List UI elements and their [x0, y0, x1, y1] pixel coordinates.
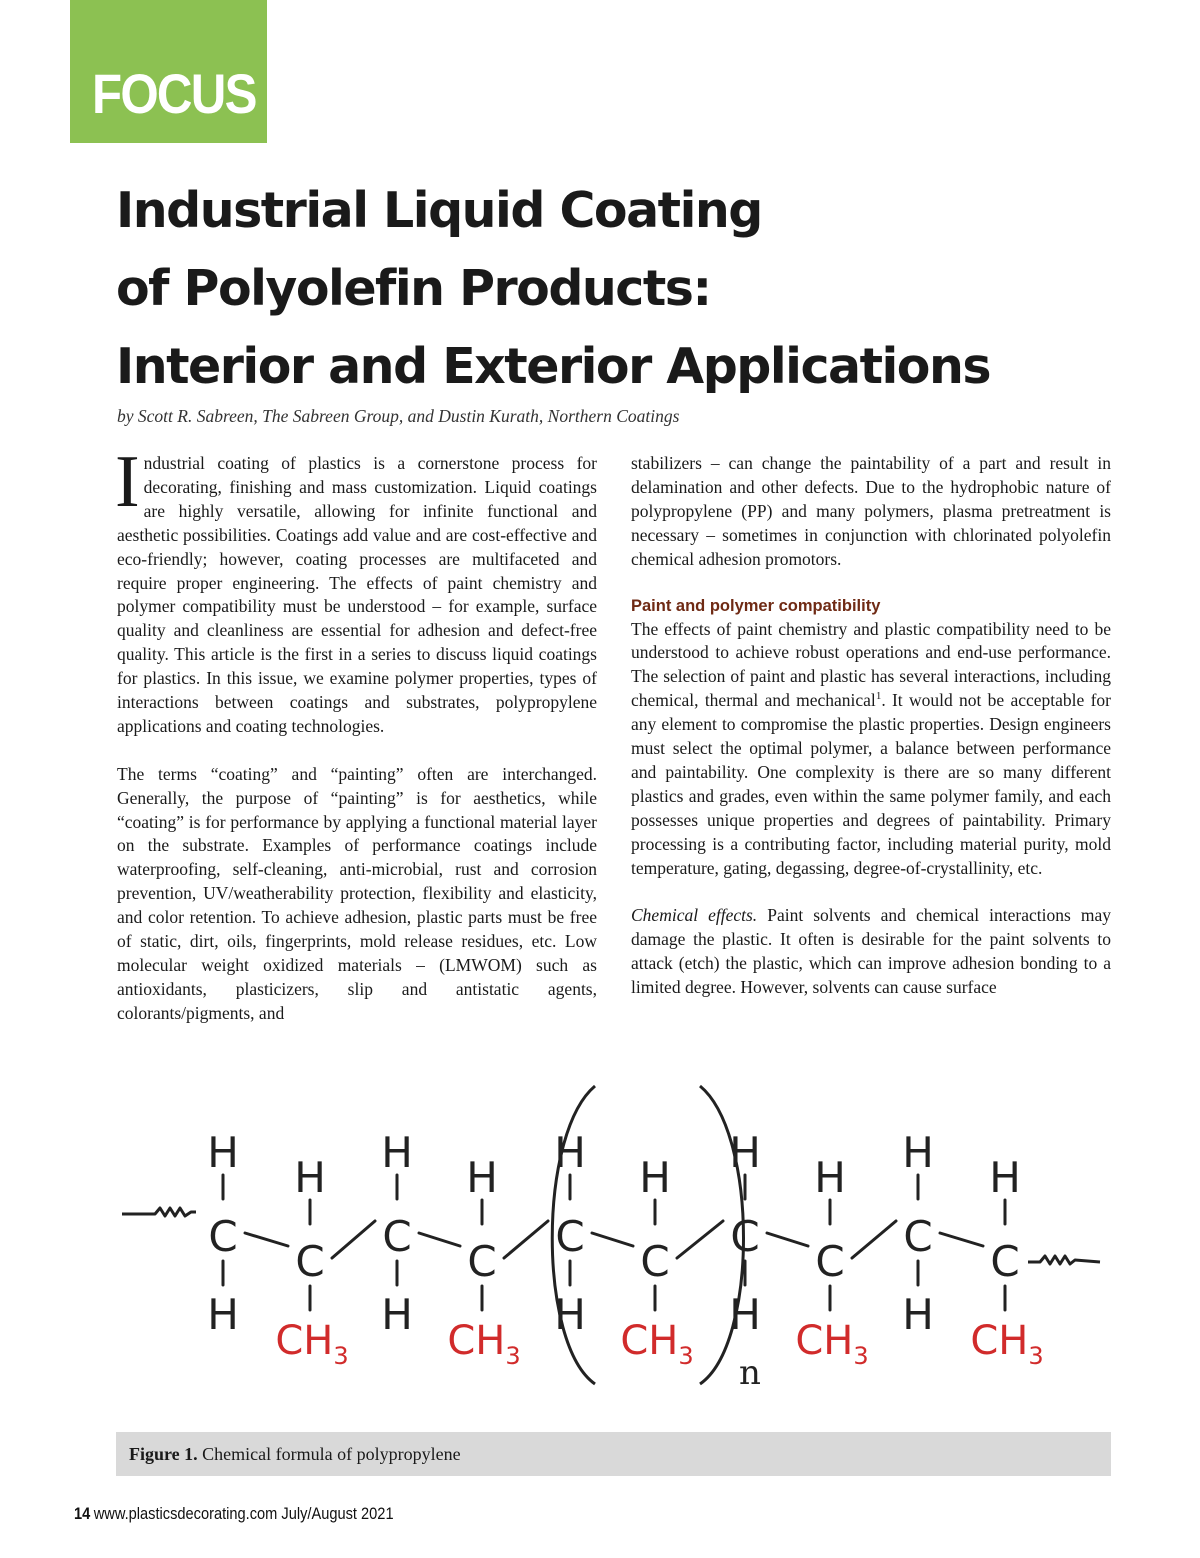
page-footer	[74, 1503, 394, 1525]
hydrogen-atom: H	[207, 1290, 239, 1339]
hydrogen-atom: H	[902, 1290, 934, 1339]
intro-paragraph-text: ndustrial coating of plastics is a cornerstone process for decorating, finishing and mass customization. Liquid coatings are highly versatile, allowing for infinite functional and aesthetic possibilities. Coatings add value and are cost-effective and eco-friendly; however, coating processes are multifaceted and require proper engineering. The effects of paint chemistry and polymer compatibility must be understood – for example, surface quality and cleanliness are essential for adhesion and defect-free quality. This article is the first in a series to discuss liquid coatings for plastics. In this issue, we examine polymer properties, types of interactions between coatings and substrates, polypropylene applications and coating technologies.	[117, 453, 597, 736]
methyl-group: $CH_3$	[795, 1318, 869, 1370]
hydrogen-atom: H	[902, 1128, 934, 1177]
methyl-group: $CH_3$	[447, 1318, 521, 1370]
methyl-group: $CH_3$	[275, 1318, 349, 1370]
polypropylene-formula-figure	[110, 1084, 1110, 1414]
bond	[419, 1233, 460, 1246]
body-paragraph-text: The effects of paint chemistry and plastic compatibility need to be understood to achieve robust operations and end-use performance. The selection of paint and plastic has several interactions, including chemical, thermal and mechanical	[631, 618, 1111, 711]
methyl-group: $CH_3$	[620, 1318, 694, 1370]
carbon-atom: C	[295, 1237, 325, 1286]
hydrogen-atom: H	[639, 1153, 671, 1202]
title-line-1: Industrial Liquid Coating	[116, 182, 762, 239]
article-title	[116, 172, 1116, 406]
carbon-atom: C	[815, 1237, 845, 1286]
carbon-atom: C	[382, 1212, 412, 1261]
carbon-atom: C	[730, 1212, 760, 1261]
hydrogen-atom: H	[294, 1153, 326, 1202]
hydrogen-atom: H	[554, 1290, 586, 1339]
body-paragraph: The terms “coating” and “painting” often are interchanged. Generally, the purpose of “painting” is for aesthetics, while “coating” is for performance by applying a functional material layer on the substrate. Examples of performance coatings include waterproofing, self-cleaning, anti-microbial, rust and corrosion prevention, UV/weatherability protection, flexibility and elasticity, and color retention. To achieve adhesion, plastic parts must be free of static, dirt, oils, fingerprints, mold release residues, etc. Low molecular weight oxidized materials – (LMWOM) such as antioxidants, plasticizers, slip and antistatic agents, colorants/pigments, and	[117, 763, 597, 1023]
body-paragraph	[631, 904, 1111, 1000]
hydrogen-atom: H	[729, 1128, 761, 1177]
footer-text: www.plasticsdecorating.com July/August 2021	[93, 1504, 394, 1523]
bond	[940, 1233, 983, 1246]
caption-label: Figure 1.	[129, 1444, 198, 1464]
hydrogen-atom: H	[554, 1128, 586, 1177]
body-paragraph: stabilizers – can change the paintability of a part and result in delamination and other defects. Due to the hydrophobic nature of polypropylene (PP) and many polymers, plasma pretreatment is necessary – sometimes in conjunction with chlorinated polyolefin chemical adhesion promotors.	[631, 453, 1111, 569]
hydrogen-atom: H	[466, 1153, 498, 1202]
body-paragraph-text: . It would not be acceptable for any element to compromise the plastic properties. Design engineers must select the optimal polymer, a balance between performance and paintability. One complexity is there are so many different plastics and grades, even within the same polymer family, and each possesses unique properties and degrees of paintability. Primary processing is a contributing factor, including material purity, mold temperature, gating, degassing, degree-of-crystallinity, etc.	[631, 690, 1112, 878]
title-line-2: of Polyolefin Products:	[116, 260, 711, 317]
byline: by Scott R. Sabreen, The Sabreen Group, and Dustin Kurath, Northern Coatings	[117, 406, 680, 426]
carbon-atom: C	[467, 1237, 497, 1286]
bond	[332, 1221, 375, 1258]
figure-caption	[116, 1432, 1111, 1476]
left-column	[115, 441, 597, 1026]
hydrogen-atom: H	[381, 1290, 413, 1339]
carbon-atom: C	[640, 1237, 670, 1286]
bond	[677, 1221, 723, 1258]
caption-text: Chemical formula of polypropylene	[197, 1444, 461, 1464]
carbon-atom: C	[208, 1212, 238, 1261]
hydrogen-atom: H	[729, 1290, 761, 1339]
repeat-subscript-n: n	[739, 1353, 761, 1393]
methyl-group: $CH_3$	[970, 1318, 1044, 1370]
paragraph-lead-in: Chemical effects.	[631, 905, 758, 926]
drop-cap: I	[115, 441, 140, 523]
chain-end-left	[122, 1208, 196, 1216]
hydrogen-atom: H	[989, 1153, 1021, 1202]
right-column	[631, 452, 1111, 1000]
hydrogen-atom: H	[381, 1128, 413, 1177]
bond	[592, 1233, 633, 1246]
carbon-atom: C	[990, 1237, 1020, 1286]
polypropylene-structure-diagram	[110, 1084, 1110, 1414]
section-badge-label: FOCUS	[92, 62, 256, 125]
carbon-atom: C	[903, 1212, 933, 1261]
hydrogen-atom: H	[207, 1128, 239, 1177]
bond	[852, 1221, 896, 1258]
bond	[767, 1233, 808, 1246]
chain-end-right	[1028, 1256, 1100, 1264]
body-paragraph	[631, 618, 1111, 881]
page-number: 14	[74, 1504, 91, 1523]
section-subheading: Paint and polymer compatibility	[631, 596, 881, 615]
bond	[245, 1233, 288, 1246]
body-paragraph-text: Paint solvents and chemical interactions may damage the plastic. It often is desirable for the paint solvents to attack (etch) the plastic, which can improve adhesion bonding to a limited degree. However, solvents can cause surface	[631, 905, 1111, 998]
footnote-ref: 1	[875, 690, 882, 703]
intro-paragraph	[115, 441, 597, 739]
carbon-atom: C	[555, 1212, 585, 1261]
title-line-3: Interior and Exterior Applications	[116, 338, 990, 395]
bond	[504, 1221, 548, 1258]
hydrogen-atom: H	[814, 1153, 846, 1202]
